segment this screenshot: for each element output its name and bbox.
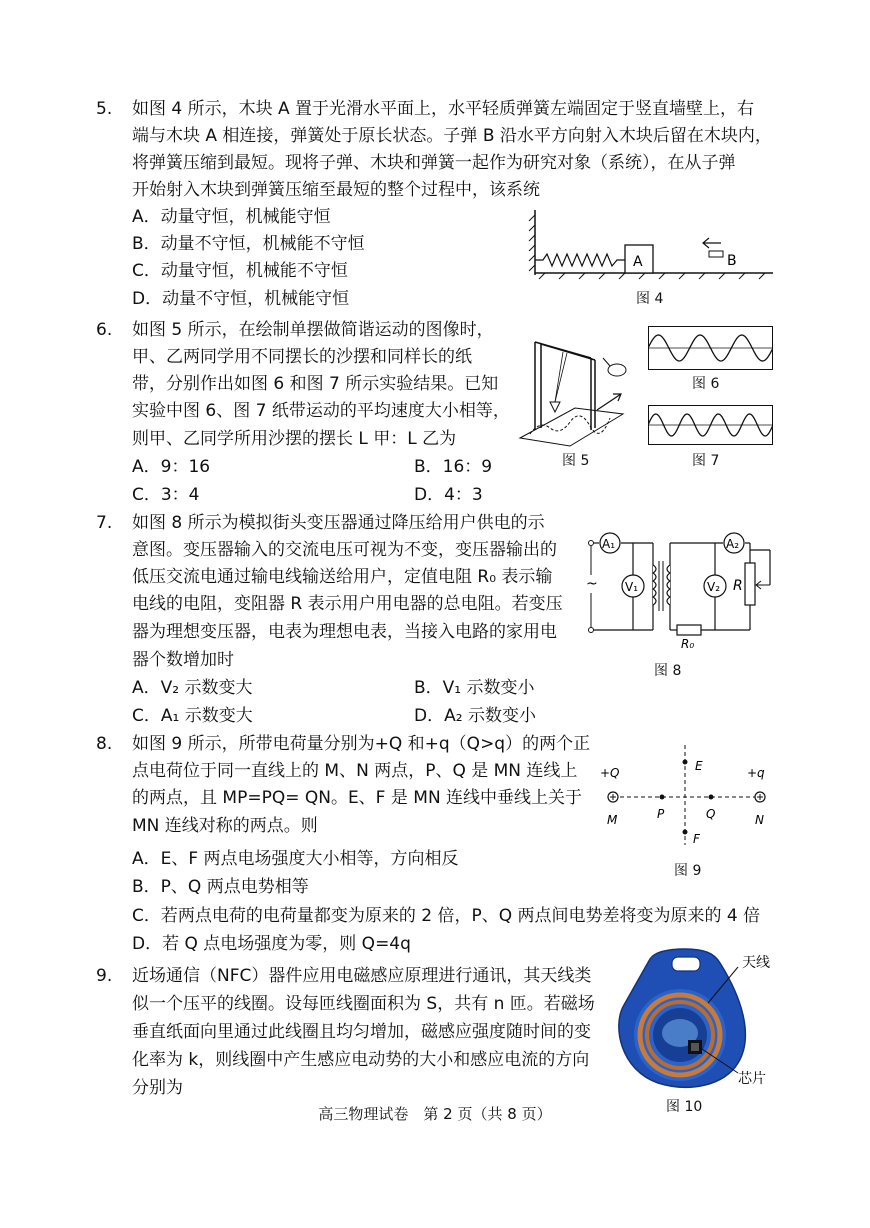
block-a-label: A <box>633 254 643 270</box>
q7-line-3: 低压交流电通过输电线输送给用户，定值电阻 R₀ 表示输 <box>132 567 553 587</box>
q7-option-a: A．V₂ 示数变大 <box>132 678 253 698</box>
q6-line-5: 则甲、乙同学所用沙摆的摆长 L 甲：L 乙为 <box>132 429 457 449</box>
spring <box>535 254 625 266</box>
q6-line-1: 如图 5 所示，在绘制单摆做简谐运动的图像时， <box>132 320 494 340</box>
q7-option-c: C．A₁ 示数变大 <box>132 706 253 726</box>
svg-text:N: N <box>755 813 764 827</box>
page-footer: 高三物理试卷 第 2 页（共 8 页） <box>318 1105 552 1123</box>
q5-option-a: A．动量守恒，机械能守恒 <box>132 207 331 227</box>
q7-option-b: B．V₁ 示数变小 <box>414 678 535 698</box>
q6-option-c: C．3：4 <box>132 485 200 505</box>
figure-9-caption: 图 9 <box>674 863 702 879</box>
figure-8-caption: 图 8 <box>654 663 682 679</box>
bullet-b-label: B <box>727 253 737 269</box>
svg-text:F: F <box>693 832 700 846</box>
q5-line-2: 端与木块 A 相连接，弹簧处于原长状态。子弹 B 沿水平方向射入木块后留在木块内， <box>132 126 772 146</box>
q7-line-1: 如图 8 所示为模拟街头变压器通过降压给用户供电的示 <box>132 513 545 533</box>
svg-text:V₂: V₂ <box>707 580 721 594</box>
svg-text:E: E <box>695 759 703 773</box>
figure-5-caption: 图 5 <box>562 453 590 469</box>
figure-9-point-charges <box>595 740 780 850</box>
svg-text:P: P <box>657 807 665 821</box>
figure-5-sand-pendulum <box>515 330 640 450</box>
figure-4-caption: 图 4 <box>636 291 664 307</box>
q5-option-c: C．动量守恒，机械能不守恒 <box>132 261 348 281</box>
q5-number: 5. <box>96 99 113 119</box>
svg-text:M: M <box>607 813 618 827</box>
figure-8-transformer-circuit <box>585 525 785 650</box>
q9-line-3: 垂直纸面向里通过此线圈且均匀增加，磁感应强度随时间的变 <box>132 1022 591 1042</box>
q5-option-b: B．动量不守恒，机械能不守恒 <box>132 234 365 254</box>
q5-line-1: 如图 4 所示，木块 A 置于光滑水平面上，水平轻质弹簧左端固定于竖直墙壁上，右 <box>132 99 755 119</box>
q5-option-d: D．动量不守恒，机械能守恒 <box>132 289 350 309</box>
q8-option-c: C．若两点电荷的电荷量都变为原来的 2 倍，P、Q 两点间电势差将变为原来的 4 倍 <box>132 906 761 926</box>
q9-line-5: 分别为 <box>132 1078 183 1098</box>
q6-option-a: A．9：16 <box>132 457 211 477</box>
q6-option-b: B．16：9 <box>414 457 493 477</box>
figure-10-nfc-fob <box>610 945 800 1095</box>
svg-text:~: ~ <box>586 576 598 592</box>
q9-line-2: 似一个压平的线圈。设每匝线圈面积为 S，共有 n 匝。若磁场 <box>132 994 595 1014</box>
svg-text:天线: 天线 <box>742 955 770 971</box>
figure-7-wave <box>648 405 773 445</box>
q5-line-3: 将弹簧压缩到最短。现将子弹、木块和弹簧一起作为研究对象（系统），在从子弹 <box>132 153 736 173</box>
figure-4-spring-block <box>525 205 780 285</box>
q9-number: 9. <box>96 966 113 986</box>
figure-6-wave <box>648 326 773 370</box>
q7-option-d: D．A₂ 示数变小 <box>414 706 536 726</box>
bullet-b <box>709 251 723 257</box>
q8-number: 8. <box>96 734 113 754</box>
svg-text:+q: +q <box>747 766 765 780</box>
q8-line-1: 如图 9 所示，所带电荷量分别为+Q 和+q（Q>q）的两个正 <box>132 734 591 754</box>
q8-option-d: D．若 Q 点电场强度为零，则 Q=4q <box>132 934 411 954</box>
q6-line-2: 甲、乙两同学用不同摆长的沙摆和同样长的纸 <box>132 347 472 367</box>
q9-line-1: 近场通信（NFC）器件应用电磁感应原理进行通讯，其天线类 <box>132 966 592 986</box>
q8-line-2: 点电荷位于同一直线上的 M、N 两点，P、Q 是 MN 连线上 <box>132 761 578 781</box>
q5-line-4: 开始射入木块到弹簧压缩至最短的整个过程中，该系统 <box>132 180 540 200</box>
q7-line-5: 器为理想变压器，电表为理想电表，当接入电路的家用电 <box>132 622 557 642</box>
q6-line-3: 带，分别作出如图 6 和图 7 所示实验结果。已知 <box>132 374 499 394</box>
q7-number: 7. <box>96 513 113 533</box>
q7-line-4: 电线的电阻，变阻器 R 表示用户用电器的总电阻。若变压 <box>132 594 563 614</box>
q6-number: 6. <box>96 320 113 340</box>
svg-text:A₁: A₁ <box>602 537 616 551</box>
q6-line-4: 实验中图 6、图 7 纸带运动的平均速度大小相等， <box>132 401 510 421</box>
q8-line-4: MN 连线对称的两点。则 <box>132 816 318 836</box>
svg-text:A₂: A₂ <box>726 537 740 551</box>
svg-text:Q: Q <box>706 807 716 821</box>
svg-text:R: R <box>733 578 743 594</box>
figure-10-caption: 图 10 <box>666 1099 703 1115</box>
figure-6-caption: 图 6 <box>692 376 720 392</box>
q8-line-3: 的两点，且 MP=PQ= QN。E、F 是 MN 连线中垂线上关于 <box>132 788 583 808</box>
q7-line-2: 意图。变压器输入的交流电压可视为不变，变压器输出的 <box>132 540 557 560</box>
q8-option-a: A．E、F 两点电场强度大小相等，方向相反 <box>132 849 459 869</box>
svg-text:芯片: 芯片 <box>738 1071 766 1087</box>
svg-text:R₀: R₀ <box>681 637 695 650</box>
q9-line-4: 化率为 k，则线圈中产生感应电动势的大小和感应电流的方向 <box>132 1050 590 1070</box>
q6-option-d: D．4：3 <box>414 485 483 505</box>
q8-option-b: B．P、Q 两点电势相等 <box>132 877 309 897</box>
q7-line-6: 器个数增加时 <box>132 650 234 670</box>
figure-7-caption: 图 7 <box>692 453 720 469</box>
svg-text:+Q: +Q <box>600 766 620 780</box>
svg-text:V₁: V₁ <box>625 580 639 594</box>
